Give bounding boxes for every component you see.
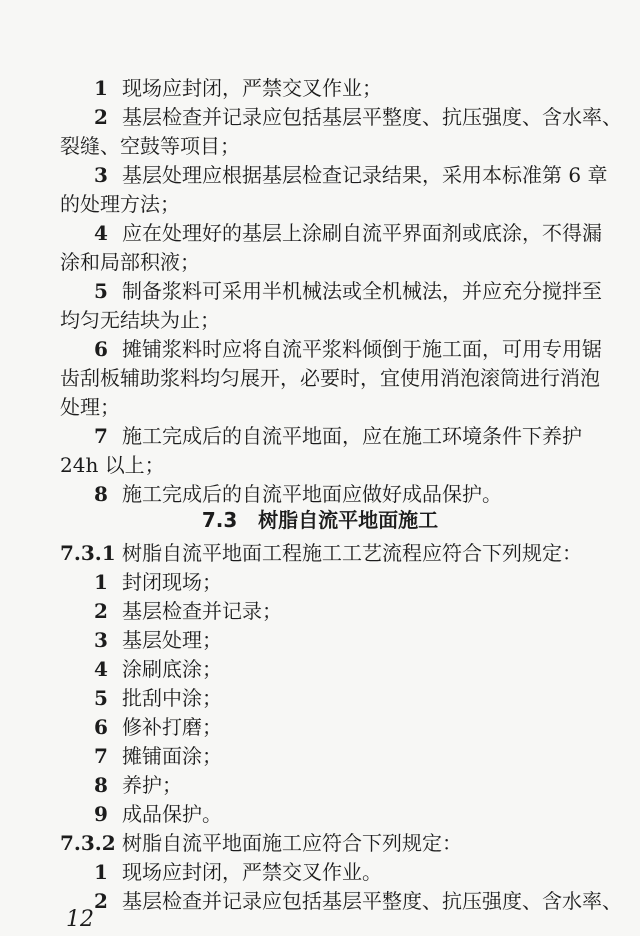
item-text-line: 施工完成后的自流平地面应做好成品保护。 <box>122 482 502 506</box>
list-item-number: 5 <box>94 686 108 710</box>
section-number: 7.3 <box>201 508 238 532</box>
item-text-line: 裂缝、空鼓等项目； <box>60 134 240 158</box>
item-text-line: 应在处理好的基层上涂刷自流平界面剂或底涂，不得漏 <box>122 221 602 245</box>
list-item-number: 9 <box>94 802 108 826</box>
item-text-line: 24h 以上； <box>60 453 165 477</box>
list-item-text: 基层处理； <box>122 628 222 652</box>
item-number: 5 <box>94 279 108 303</box>
item-number: 6 <box>94 337 108 361</box>
item-number: 7 <box>94 424 108 448</box>
item-number: 3 <box>94 163 108 187</box>
list-item-text: 封闭现场； <box>122 570 222 594</box>
list-item-text: 修补打磨； <box>122 715 222 739</box>
item-text-line: 施工完成后的自流平地面，应在施工环境条件下养护 <box>122 424 582 448</box>
list-item-number: 3 <box>94 628 108 652</box>
item-text-line: 基层检查并记录应包括基层平整度、抗压强度、含水率、 <box>122 105 622 129</box>
list-item-number: 6 <box>94 715 108 739</box>
list-item-number: 8 <box>94 773 108 797</box>
item-text-line: 现场应封闭，严禁交叉作业； <box>122 76 382 100</box>
list-item-number: 7 <box>94 744 108 768</box>
clause-text: 树脂自流平地面施工应符合下列规定： <box>122 831 462 855</box>
clause-text: 树脂自流平地面工程施工工艺流程应符合下列规定： <box>122 541 582 565</box>
list-item-text: 批刮中涂； <box>122 686 222 710</box>
item-text-line: 均匀无结块为止； <box>60 308 220 332</box>
page-number: 12 <box>66 907 94 932</box>
item-text-line: 处理； <box>60 395 120 419</box>
clause-number: 7.3.1 <box>60 541 116 565</box>
list-item-text: 基层检查并记录应包括基层平整度、抗压强度、含水率、 <box>122 889 622 913</box>
item-text-line: 基层处理应根据基层检查记录结果，采用本标准第 6 章 <box>122 163 608 187</box>
list-item-number: 1 <box>94 860 108 884</box>
clause-number: 7.3.2 <box>60 831 116 855</box>
item-text-line: 的处理方法； <box>60 192 180 216</box>
item-text-line: 涂和局部积液； <box>60 250 200 274</box>
list-item-text: 养护； <box>122 773 182 797</box>
item-number: 2 <box>94 105 108 129</box>
list-item-number: 4 <box>94 657 108 681</box>
list-item-number: 2 <box>94 599 108 623</box>
section-heading <box>0 506 640 534</box>
item-text-line: 摊铺浆料时应将自流平浆料倾倒于施工面，可用专用锯 <box>122 337 602 361</box>
item-number: 8 <box>94 482 108 506</box>
item-text-line: 制备浆料可采用半机械法或全机械法，并应充分搅拌至 <box>122 279 602 303</box>
list-item-text: 现场应封闭，严禁交叉作业。 <box>122 860 382 884</box>
list-item-text: 成品保护。 <box>122 802 222 826</box>
list-item-number: 2 <box>94 889 108 913</box>
list-item-text: 涂刷底涂； <box>122 657 222 681</box>
item-text-line: 齿刮板辅助浆料均匀展开，必要时，宜使用消泡滚筒进行消泡 <box>60 366 600 390</box>
list-item-number: 1 <box>94 570 108 594</box>
item-number: 4 <box>94 221 108 245</box>
section-title: 树脂自流平地面施工 <box>258 508 439 532</box>
list-item-text: 基层检查并记录； <box>122 599 282 623</box>
item-number: 1 <box>94 76 108 100</box>
list-item-text: 摊铺面涂； <box>122 744 222 768</box>
